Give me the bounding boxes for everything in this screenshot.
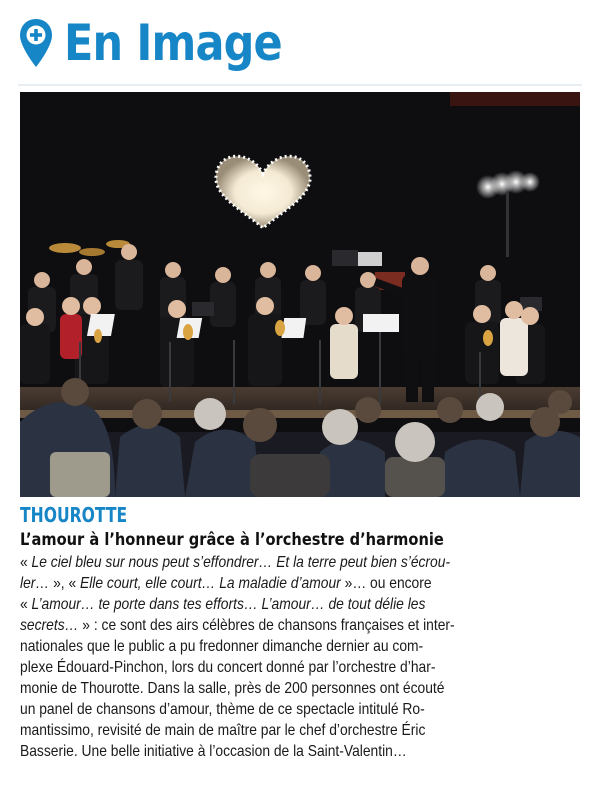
article-body-line	[20, 594, 582, 615]
article-body-line	[20, 741, 582, 762]
article-location: THOUROTTE	[20, 503, 128, 527]
article-text-segment: L’amour… te porte dans tes efforts… L’amour… de tout délie les	[31, 596, 426, 613]
article-body-line	[20, 678, 582, 699]
article-body-line	[20, 573, 582, 594]
article-body	[20, 552, 582, 762]
article-text-segment: mantissimo, revisité de main de maître par le chef d’orchestre Éric	[20, 722, 426, 739]
article-body-line	[20, 552, 582, 573]
article-text-segment: «	[20, 554, 32, 571]
article-text-segment: Basserie. Une belle initiative à l’occasion de la Saint-Valentin…	[20, 743, 407, 760]
article-body-line	[20, 615, 582, 636]
article-text-segment: »… ou encore	[340, 575, 432, 592]
article-text-segment: plexe Édouard-Pinchon, lors du concert donné par l’orchestre d’har-	[20, 659, 436, 676]
article-text-segment: », «	[49, 575, 80, 592]
map-pin-plus-icon	[18, 17, 54, 69]
article-text-segment: monie de Thourotte. Dans la salle, près de 200 personnes ont écouté	[20, 680, 445, 697]
concert-photo	[20, 92, 580, 497]
article-body-line	[20, 657, 582, 678]
article-body-line	[20, 699, 582, 720]
article-body-line	[20, 720, 582, 741]
article-text-segment: » : ce sont des airs célèbres de chansons françaises et inter-	[78, 617, 455, 634]
article-body-line	[20, 636, 582, 657]
article-text-segment: «	[20, 596, 32, 613]
section-title: En Image	[64, 14, 282, 72]
article-text-segment: ler…	[20, 575, 50, 592]
article-headline: L’amour à l’honneur grâce à l’orchestre d’harmonie	[20, 530, 444, 550]
section-header	[18, 8, 317, 78]
article-text-segment: Elle court, elle court… La maladie d’amour	[79, 575, 341, 592]
article-text-segment: Le ciel bleu sur nous peut s’effondrer… Et la terre peut bien s’écrou-	[31, 554, 451, 571]
article-text-segment: un panel de chansons d’amour, thème de ce spectacle intitulé Ro-	[20, 701, 425, 718]
header-divider	[18, 84, 582, 86]
article	[20, 503, 582, 762]
article-text-segment: secrets…	[20, 617, 79, 634]
article-text-segment: nationales que le public a pu fredonner dimanche dernier au com-	[20, 638, 424, 655]
